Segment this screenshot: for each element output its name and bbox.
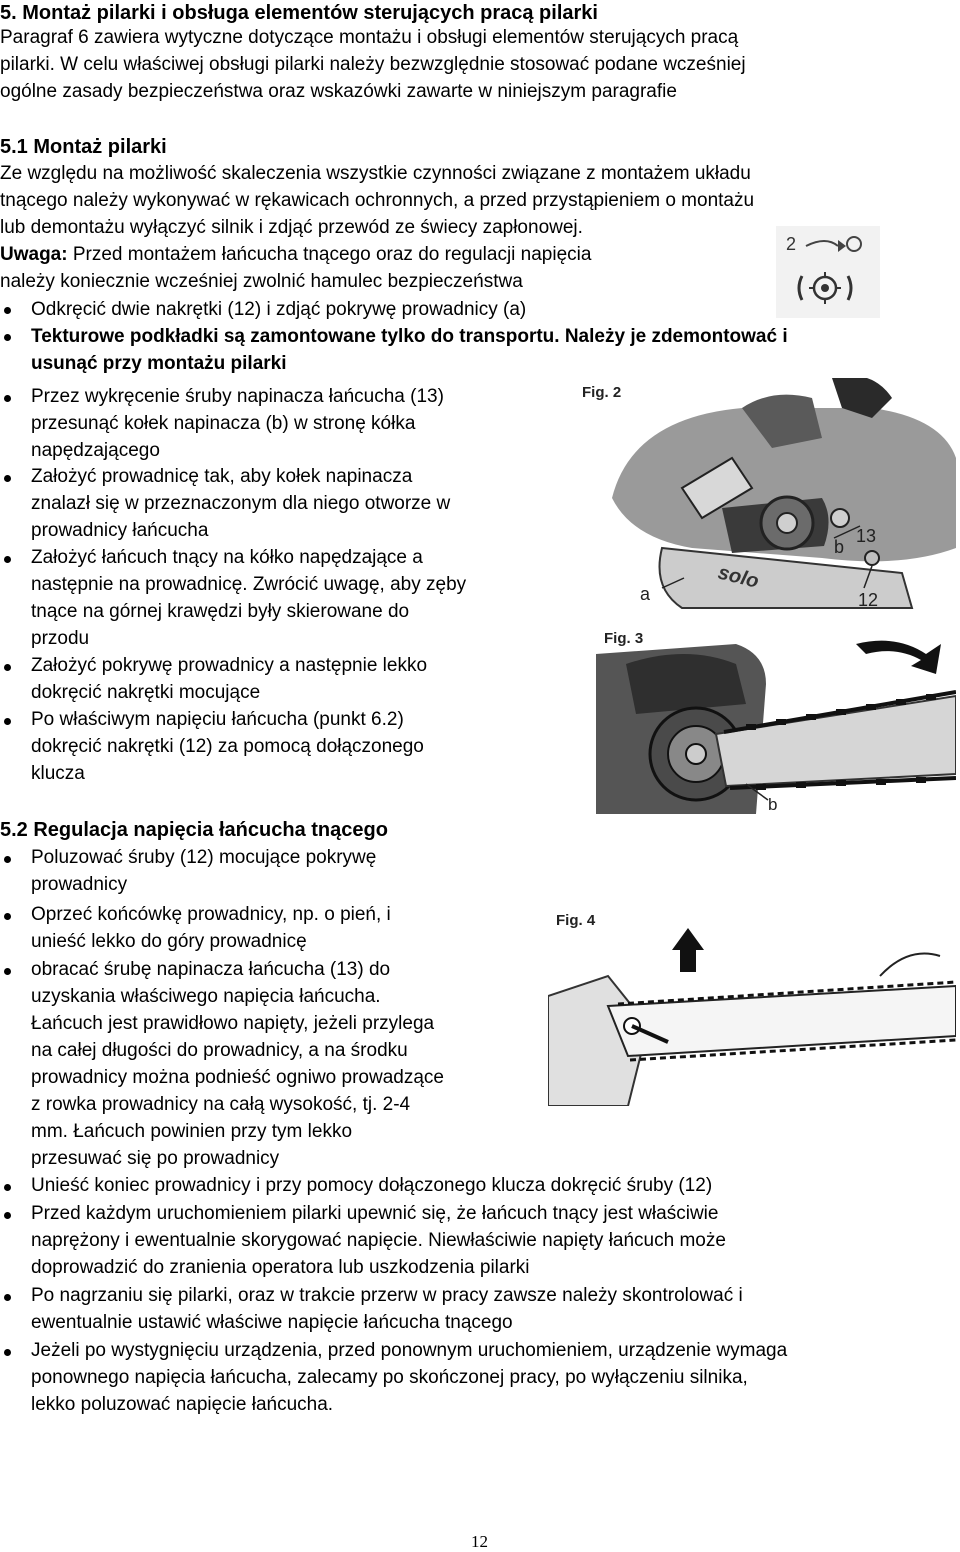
bullet-6-line-2: dokręcić nakrętki mocujące xyxy=(31,682,261,703)
s2-bullet-6-line-2: ewentualnie ustawić właściwe napięcie łańcucha tnącego xyxy=(31,1312,513,1333)
bullet-dot xyxy=(4,856,11,863)
bullet-4-line-2: znalazł się w przeznaczonym dla niego otworze w xyxy=(31,493,451,514)
s2-bullet-3-line-8: przesuwać się po prowadnicy xyxy=(31,1148,280,1169)
s2-bullet-5-line-3: doprowadzić do zranienia operatora lub uszkodzenia pilarki xyxy=(31,1257,530,1278)
section-5-1-heading: 5.1 Montaż pilarki xyxy=(0,136,167,158)
bullet-dot xyxy=(4,556,11,563)
s2-bullet-3-line-7: mm. Łańcuch powinien przy tym lekko xyxy=(31,1121,353,1142)
s2-bullet-1-line-2: prowadnicy xyxy=(31,874,128,895)
s2-bullet-3-line-2: uzyskania właściwego napięcia łańcucha. xyxy=(31,986,381,1007)
note-label: Uwaga: xyxy=(0,244,68,265)
bullet-3-line-2: przesunąć kołek napinacza (b) w stronę kółka xyxy=(31,413,416,434)
note-line-1 xyxy=(0,242,591,268)
bullet-3-line-1: Przez wykręcenie śruby napinacza łańcucha (13) xyxy=(31,386,444,407)
bullet-dot xyxy=(4,1349,11,1356)
s2-bullet-4-line-1: Unieść koniec prowadnicy i przy pomocy dołączonego klucza dokręcić śruby (12) xyxy=(31,1175,713,1196)
s2-bullet-2-line-1: Oprzeć końcówkę prowadnicy, np. o pień, i xyxy=(31,904,391,925)
bullet-7-line-1: Po właściwym napięciu łańcucha (punkt 6.2) xyxy=(31,709,404,730)
s2-bullet-7-line-3: lekko poluzować napięcie łańcucha. xyxy=(31,1394,334,1415)
bullet-4-line-3: prowadnicy łańcucha xyxy=(31,520,209,541)
s2-bullet-7-line-2: ponownego napięcia łańcucha, zalecamy po skończonej pracy, po wyłączeniu silnika, xyxy=(31,1367,748,1388)
bullet-7-line-3: klucza xyxy=(31,763,85,784)
bullet-dot xyxy=(4,1184,11,1191)
s2-bullet-3-line-5: prowadnicy można podnieść ogniwo prowadzące xyxy=(31,1067,444,1088)
bullet-dot xyxy=(4,1294,11,1301)
bullet-7-line-2: dokręcić nakrętki (12) za pomocą dołączonego xyxy=(31,736,424,757)
bullet-dot xyxy=(4,913,11,920)
figure-4-chain-tension xyxy=(548,906,956,1106)
figure-2-chainsaw-guide-mount xyxy=(572,378,956,620)
fig2-callout-13: 13 xyxy=(856,526,877,546)
bullet-dot xyxy=(4,475,11,482)
bullet-2-line-1: Tekturowe podkładki są zamontowane tylko do transportu. Należy je zdemontować i xyxy=(31,326,788,347)
s2-bullet-3-line-1: obracać śrubę napinacza łańcucha (13) do xyxy=(31,959,391,980)
bullet-dot xyxy=(4,395,11,402)
bullet-dot xyxy=(4,718,11,725)
section-5-heading: 5. Montaż pilarki i obsługa elementów sterujących pracą pilarki xyxy=(0,2,598,24)
bullet-4-line-1: Założyć prowadnicę tak, aby kołek napinacza xyxy=(31,466,413,487)
bullet-5-line-2: następnie na prowadnicę. Zwrócić uwagę, aby zęby xyxy=(31,574,467,595)
s2-bullet-5-line-2: naprężony i ewentualnie skorygować napięcie. Niewłaściwie napięty łańcuch może xyxy=(31,1230,726,1251)
bullet-5-line-1: Założyć łańcuch tnący na kółko napędzające a xyxy=(31,547,423,568)
s2-bullet-1-line-1: Poluzować śruby (12) mocujące pokrywę xyxy=(31,847,377,868)
paragraph-line-3: lub demontażu wyłączyć silnik i zdjąć przewód ze świecy zapłonowej. xyxy=(0,217,583,238)
note-line-2: należy koniecznie wcześniej zwolnić hamulec bezpieczeństwa xyxy=(0,271,523,292)
s2-bullet-6-line-1: Po nagrzaniu się pilarki, oraz w trakcie przerw w pracy zawsze należy skontrolować i xyxy=(31,1285,743,1306)
bullet-5-line-4: przodu xyxy=(31,628,90,649)
fig2-callout-12: 12 xyxy=(858,590,879,610)
s2-bullet-7-line-1: Jeżeli po wystygnięciu urządzenia, przed ponownym uruchomieniem, urządzenie wymaga xyxy=(31,1340,788,1361)
s2-bullet-2-line-2: unieść lekko do góry prowadnicę xyxy=(31,931,307,952)
bullet-6-line-1: Założyć pokrywę prowadnicy a następnie lekko xyxy=(31,655,428,676)
s2-bullet-3-line-6: z rowka prowadnicy na całą wysokość, tj. 2-4 xyxy=(31,1094,411,1115)
fig2-label: Fig. 2 xyxy=(582,384,622,401)
bullet-dot xyxy=(4,334,11,341)
fig2-callout-b: b xyxy=(834,537,845,557)
figure-3-chain-on-sprocket xyxy=(596,624,956,814)
bullet-dot xyxy=(4,1212,11,1219)
bullet-dot xyxy=(4,307,11,314)
fig4-label: Fig. 4 xyxy=(556,912,596,929)
paragraph-line-2: tnącego należy wykonywać w rękawicach ochronnych, a przed przystąpieniem o montażu xyxy=(0,190,755,211)
section-5-2-heading: 5.2 Regulacja napięcia łańcucha tnącego xyxy=(0,819,388,841)
note-text-1: Przed montażem łańcucha tnącego oraz do regulacji napięcia xyxy=(67,244,592,265)
paragraph-line-1: Ze względu na możliwość skaleczenia wszystkie czynności związane z montażem układu xyxy=(0,163,751,184)
page-number: 12 xyxy=(471,1532,488,1551)
intro-line-1: Paragraf 6 zawiera wytyczne dotyczące montażu i obsługi elementów sterujących pracą xyxy=(0,27,739,48)
intro-line-3: ogólne zasady bezpieczeństwa oraz wskazówki zawarte w niniejszym paragrafie xyxy=(0,81,677,102)
fig3-callout-b: b xyxy=(768,795,778,814)
s2-bullet-3-line-4: na całej długości do prowadnicy, a na środku xyxy=(31,1040,408,1061)
fig3-label: Fig. 3 xyxy=(604,630,644,647)
bullet-1-line-1: Odkręcić dwie nakrętki (12) i zdjąć pokrywę prowadnicy (a) xyxy=(31,299,527,320)
s2-bullet-5-line-1: Przed każdym uruchomieniem pilarki upewnić się, że łańcuch tnący jest właściwie xyxy=(31,1203,719,1224)
bullet-3-line-3: napędzającego xyxy=(31,440,160,461)
s2-bullet-3-line-3: Łańcuch jest prawidłowo napięty, jeżeli przylega xyxy=(31,1013,435,1034)
brake-step-number: 2 xyxy=(786,234,797,254)
brake-release-illustration xyxy=(776,226,880,318)
bullet-dot xyxy=(4,968,11,975)
fig2-callout-solo: solo xyxy=(715,561,762,593)
bullet-2-line-2: usunąć przy montażu pilarki xyxy=(31,353,287,374)
bullet-5-line-3: tnące na górnej krawędzi były skierowane do xyxy=(31,601,410,622)
fig2-callout-a: a xyxy=(640,584,651,604)
intro-line-2: pilarki. W celu właściwej obsługi pilarki należy bezwzględnie stosować podane wcześniej xyxy=(0,54,746,75)
bullet-dot xyxy=(4,664,11,671)
